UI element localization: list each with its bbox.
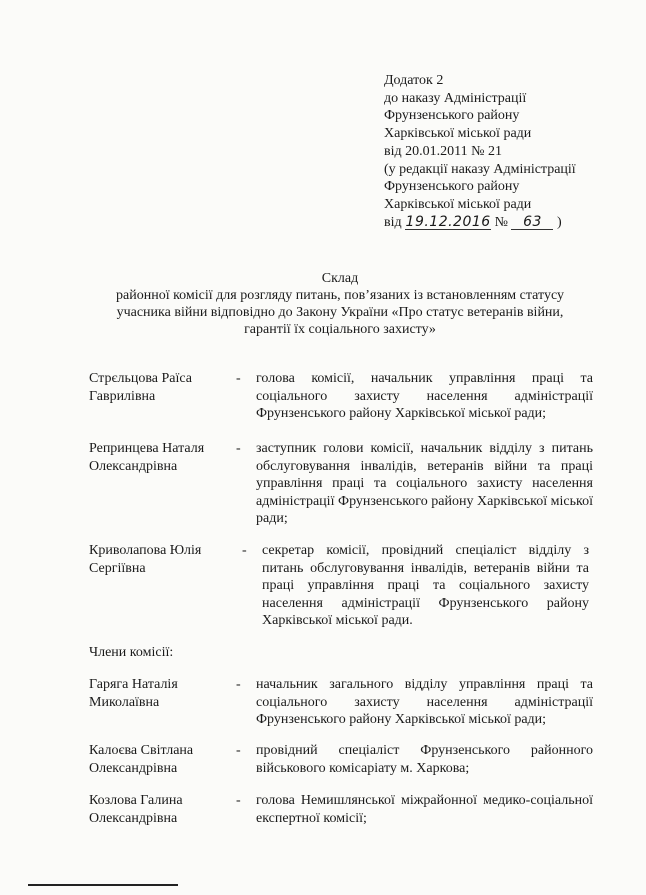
appendix-line: Харківської міської ради — [384, 126, 532, 142]
member-dash: - — [236, 793, 241, 808]
member-name: Калоєва Світлана Олександрівна — [89, 743, 194, 776]
handwritten-date: 19.12.2016 — [405, 213, 491, 230]
title-heading: Склад — [321, 271, 359, 286]
close-paren: ) — [556, 214, 562, 230]
appendix-line: Фрунзенського району — [384, 179, 520, 195]
number-sign: № — [494, 214, 508, 230]
appendix-line: Фрунзенського району — [384, 108, 520, 124]
member-dash: - — [242, 543, 247, 558]
member-dash: - — [236, 677, 241, 692]
member-name: Репринцева Наталя Олександрівна — [89, 441, 205, 474]
footer-rule — [28, 884, 178, 886]
title-line: районної комісії для розгляду питань, пов’язаних із встановленням статусу — [116, 288, 564, 303]
member-role: голова комісії, начальник управління праці та соціального захисту населення адміністрації Фрунзенського району Харківської міської ради; — [256, 371, 593, 421]
member-role: секретар комісії, провідний спеціаліст відділу з питань обслуговування інвалідів, ветеранів війни та праці управління праці та соціального захисту населення адміністрації Фрунзенського району Харківської міської ради. — [262, 543, 589, 628]
title-line: учасника війни відповідно до Закону України «Про статус ветеранів війни, — [116, 305, 564, 320]
appendix-line: Додаток 2 — [384, 73, 444, 88]
handwritten-number: 63 — [511, 215, 553, 230]
member-name: Криволапова Юлія Сергіївна — [89, 543, 202, 576]
member-dash: - — [236, 371, 241, 386]
member-role: голова Немишлянської міжрайонної медико-соціальної експертної комісії; — [256, 793, 593, 826]
member-dash: - — [236, 441, 241, 456]
appendix-line: до наказу Адміністрації — [384, 90, 527, 106]
appendix-line: Харківської міської ради — [384, 196, 532, 212]
appendix-line: (у редакції наказу Адміністрації — [384, 161, 576, 177]
member-name: Стрєльцова Раїса Гаврилівна — [89, 371, 192, 404]
member-name: Гаряга Наталія Миколаївна — [89, 677, 178, 710]
title-block — [70, 270, 610, 338]
member-role: провідний спеціаліст Фрунзенського районного військового комісаріату м. Харкова; — [256, 743, 593, 776]
member-role: начальник загального відділу управління праці та соціального захисту населення адміністрації Фрунзенського району Харківської міської ради; — [256, 677, 593, 727]
appendix-block — [384, 72, 634, 231]
appendix-revision-line — [384, 214, 634, 232]
title-line: гарантії їх соціального захисту» — [244, 322, 436, 337]
member-dash: - — [236, 743, 241, 758]
revision-prefix: від — [384, 214, 402, 230]
members-heading: Члени комісії: — [89, 645, 174, 660]
member-role: заступник голови комісії, начальник відділу з питань обслуговування інвалідів, ветеранів війни та праці управління праці та соціального захисту населення адміністрації Фрунзенського району Харківської міської ради; — [256, 441, 593, 526]
member-name: Козлова Галина Олександрівна — [89, 793, 183, 826]
appendix-line: від 20.01.2011 № 21 — [384, 143, 502, 159]
